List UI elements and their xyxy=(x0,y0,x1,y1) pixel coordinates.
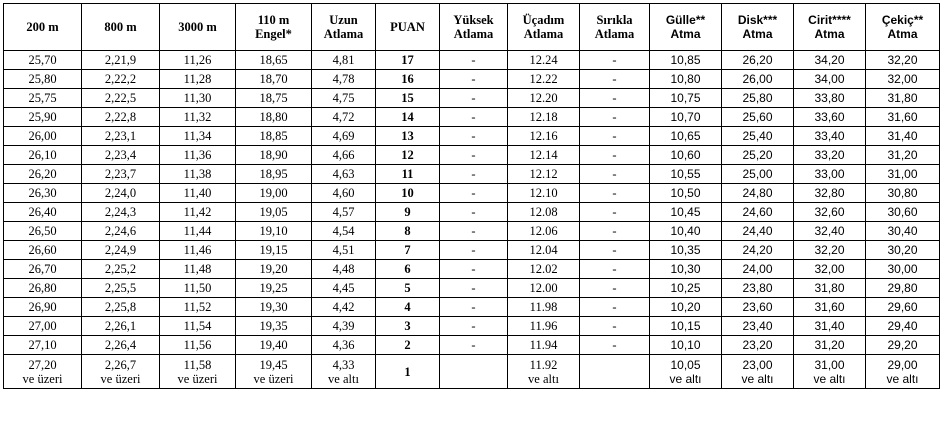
table-cell: 18,80 xyxy=(236,108,312,127)
table-cell: 4,42 xyxy=(312,298,376,317)
table-cell: 2,25,5 xyxy=(82,279,160,298)
table-cell: 18,95 xyxy=(236,165,312,184)
table-cell: 4,54 xyxy=(312,222,376,241)
header-line: Üçadım xyxy=(522,13,565,27)
table-cell: - xyxy=(580,51,650,70)
table-cell: 33,40 xyxy=(794,127,866,146)
table-cell: - xyxy=(440,298,508,317)
table-cell: 12.20 xyxy=(508,89,580,108)
table-cell: 25,80 xyxy=(722,89,794,108)
table-cell: 25,80 xyxy=(4,70,82,89)
table-row xyxy=(4,222,940,241)
header-line: Cirit**** xyxy=(808,13,851,27)
table-cell: 4,36 xyxy=(312,336,376,355)
table-row xyxy=(4,203,940,222)
table-cell: 27,00 xyxy=(4,317,82,336)
header-line: Atma xyxy=(814,27,845,41)
table-cell: 30,20 xyxy=(866,241,940,260)
table-cell: 12.12 xyxy=(508,165,580,184)
table-cell: 30,40 xyxy=(866,222,940,241)
table-cell: 26,90 xyxy=(4,298,82,317)
table-cell xyxy=(580,355,650,389)
table-cell: 10,30 xyxy=(650,260,722,279)
table-cell: 11,34 xyxy=(160,127,236,146)
cell-line: ve üzeri xyxy=(177,371,218,386)
table-cell: 31,40 xyxy=(866,127,940,146)
table-cell: 23,60 xyxy=(722,298,794,317)
table-cell: 2,24,9 xyxy=(82,241,160,260)
cell-line: 11.92 xyxy=(529,357,558,372)
cell-line: 29,00 xyxy=(887,357,918,372)
table-cell: 2,24,6 xyxy=(82,222,160,241)
table-cell: 26,80 xyxy=(4,279,82,298)
column-header xyxy=(580,4,650,51)
cell-line: 19,45 xyxy=(259,357,288,372)
table-cell xyxy=(866,355,940,389)
table-cell: 23,80 xyxy=(722,279,794,298)
cell-line: ve altı xyxy=(886,371,919,386)
table-cell xyxy=(376,355,440,389)
score-table xyxy=(3,3,940,389)
table-cell: 11,56 xyxy=(160,336,236,355)
table-cell: 34,00 xyxy=(794,70,866,89)
column-header xyxy=(82,4,160,51)
table-cell: 31,20 xyxy=(794,336,866,355)
table-cell: 10,50 xyxy=(650,184,722,203)
table-cell: 19,25 xyxy=(236,279,312,298)
table-cell: 10,25 xyxy=(650,279,722,298)
table-cell: 9 xyxy=(376,203,440,222)
header-line: Atma xyxy=(670,27,701,41)
table-cell: 12.04 xyxy=(508,241,580,260)
table-cell: 10,70 xyxy=(650,108,722,127)
table-cell: 19,10 xyxy=(236,222,312,241)
table-cell: 18,90 xyxy=(236,146,312,165)
table-cell: 25,75 xyxy=(4,89,82,108)
table-cell: 24,40 xyxy=(722,222,794,241)
table-cell: 4,66 xyxy=(312,146,376,165)
table-cell xyxy=(722,355,794,389)
table-cell: - xyxy=(580,146,650,165)
cell-line: ve altı xyxy=(328,371,359,386)
table-cell: 12 xyxy=(376,146,440,165)
table-cell: - xyxy=(580,203,650,222)
table-cell: 17 xyxy=(376,51,440,70)
table-cell: 26,60 xyxy=(4,241,82,260)
header-line: 200 m xyxy=(26,20,59,34)
table-cell: 12.16 xyxy=(508,127,580,146)
table-cell: 32,80 xyxy=(794,184,866,203)
table-row xyxy=(4,298,940,317)
table-cell: 31,60 xyxy=(866,108,940,127)
table-cell: - xyxy=(440,89,508,108)
table-cell: - xyxy=(440,241,508,260)
table-cell: 4,51 xyxy=(312,241,376,260)
header-line: Engel* xyxy=(255,27,292,41)
column-header xyxy=(794,4,866,51)
table-cell: - xyxy=(580,260,650,279)
table-cell xyxy=(650,355,722,389)
table-cell xyxy=(440,355,508,389)
table-cell: 31,20 xyxy=(866,146,940,165)
table-cell: 10,15 xyxy=(650,317,722,336)
cell-line: 10,05 xyxy=(670,357,701,372)
column-header xyxy=(508,4,580,51)
header-line: Gülle** xyxy=(665,13,706,27)
table-cell: - xyxy=(440,165,508,184)
table-cell: 29,20 xyxy=(866,336,940,355)
table-cell: 26,00 xyxy=(722,70,794,89)
table-cell: 2,21,9 xyxy=(82,51,160,70)
table-row xyxy=(4,146,940,165)
column-header xyxy=(440,4,508,51)
table-cell: 12.22 xyxy=(508,70,580,89)
table-cell: 29,60 xyxy=(866,298,940,317)
table-cell: 4,57 xyxy=(312,203,376,222)
table-cell: 2,26,1 xyxy=(82,317,160,336)
table-cell: 25,60 xyxy=(722,108,794,127)
column-header xyxy=(312,4,376,51)
table-cell: 4,45 xyxy=(312,279,376,298)
header-line: Uzun xyxy=(329,13,358,27)
table-cell: 11,32 xyxy=(160,108,236,127)
table-cell: 2,23,7 xyxy=(82,165,160,184)
table-cell xyxy=(4,355,82,389)
table-cell: 19,35 xyxy=(236,317,312,336)
table-row xyxy=(4,317,940,336)
table-cell: - xyxy=(440,260,508,279)
table-cell: 33,60 xyxy=(794,108,866,127)
table-cell: 15 xyxy=(376,89,440,108)
table-cell: - xyxy=(580,298,650,317)
header-line: Yüksek xyxy=(453,13,494,27)
table-cell xyxy=(82,355,160,389)
table-cell: 12.24 xyxy=(508,51,580,70)
table-cell: 24,80 xyxy=(722,184,794,203)
column-header xyxy=(722,4,794,51)
table-cell: 19,15 xyxy=(236,241,312,260)
header-line: Disk*** xyxy=(737,13,778,27)
header-line: PUAN xyxy=(390,20,425,34)
table-cell: 11,28 xyxy=(160,70,236,89)
table-cell xyxy=(236,355,312,389)
column-header xyxy=(4,4,82,51)
table-cell: 26,40 xyxy=(4,203,82,222)
table-cell: 10,85 xyxy=(650,51,722,70)
table-cell: 2 xyxy=(376,336,440,355)
cell-line: 23,00 xyxy=(742,357,773,372)
table-cell: 11,46 xyxy=(160,241,236,260)
table-cell: 4,81 xyxy=(312,51,376,70)
table-cell: 27,10 xyxy=(4,336,82,355)
table-row xyxy=(4,108,940,127)
cell-line: 1 xyxy=(404,364,411,379)
table-cell: 11,50 xyxy=(160,279,236,298)
header-line: Atma xyxy=(742,27,773,41)
table-cell: 30,00 xyxy=(866,260,940,279)
header-line: Çekiç** xyxy=(881,13,924,27)
header-line: Sırıkla xyxy=(596,13,633,27)
table-row xyxy=(4,184,940,203)
table-cell: - xyxy=(580,127,650,146)
table-cell: 23,20 xyxy=(722,336,794,355)
table-cell: 11,48 xyxy=(160,260,236,279)
table-cell: 10,75 xyxy=(650,89,722,108)
table-cell: 32,20 xyxy=(866,51,940,70)
table-cell: 26,50 xyxy=(4,222,82,241)
header-row xyxy=(4,4,940,51)
table-cell: 31,80 xyxy=(866,89,940,108)
table-cell: 3 xyxy=(376,317,440,336)
table-cell: 4,60 xyxy=(312,184,376,203)
table-cell: 23,40 xyxy=(722,317,794,336)
table-cell: - xyxy=(580,89,650,108)
column-header xyxy=(650,4,722,51)
table-cell: 32,00 xyxy=(866,70,940,89)
table-row xyxy=(4,89,940,108)
table-cell: 2,26,4 xyxy=(82,336,160,355)
table-cell: 11.96 xyxy=(508,317,580,336)
table-cell: 26,70 xyxy=(4,260,82,279)
table-cell: - xyxy=(580,70,650,89)
table-cell: - xyxy=(440,203,508,222)
table-cell: 4 xyxy=(376,298,440,317)
table-cell: 4,69 xyxy=(312,127,376,146)
table-cell xyxy=(160,355,236,389)
table-cell: 33,20 xyxy=(794,146,866,165)
table-cell: 29,80 xyxy=(866,279,940,298)
table-cell: 19,30 xyxy=(236,298,312,317)
table-cell: - xyxy=(440,336,508,355)
table-cell: 19,05 xyxy=(236,203,312,222)
table-cell: - xyxy=(580,184,650,203)
table-cell: 24,60 xyxy=(722,203,794,222)
cell-line: ve üzeri xyxy=(100,371,141,386)
table-cell: 33,00 xyxy=(794,165,866,184)
table-cell: 12.00 xyxy=(508,279,580,298)
column-header xyxy=(236,4,312,51)
cell-line: ve altı xyxy=(741,371,774,386)
table-cell: 19,20 xyxy=(236,260,312,279)
table-cell: 12.18 xyxy=(508,108,580,127)
cell-line: 2,26,7 xyxy=(104,357,137,372)
table-cell: 7 xyxy=(376,241,440,260)
table-cell: - xyxy=(440,51,508,70)
table-cell: 32,40 xyxy=(794,222,866,241)
cell-line: ve üzeri xyxy=(253,371,294,386)
table-cell: - xyxy=(580,336,650,355)
table-cell xyxy=(312,355,376,389)
cell-line: ve üzeri xyxy=(22,371,63,386)
table-cell: 8 xyxy=(376,222,440,241)
table-cell: 18,75 xyxy=(236,89,312,108)
table-cell: 25,00 xyxy=(722,165,794,184)
column-header xyxy=(376,4,440,51)
table-cell: 11,44 xyxy=(160,222,236,241)
table-cell: 25,20 xyxy=(722,146,794,165)
table-cell: 11,52 xyxy=(160,298,236,317)
cell-line: 11,58 xyxy=(183,357,212,372)
header-line: 800 m xyxy=(104,20,137,34)
table-cell: 11,30 xyxy=(160,89,236,108)
table-cell: 11,40 xyxy=(160,184,236,203)
table-cell: 5 xyxy=(376,279,440,298)
table-cell: 4,63 xyxy=(312,165,376,184)
table-cell: 11,54 xyxy=(160,317,236,336)
header-line: 110 m xyxy=(257,13,290,27)
table-cell: 26,00 xyxy=(4,127,82,146)
header-line: Atlama xyxy=(594,27,635,41)
table-cell: 4,48 xyxy=(312,260,376,279)
cell-line: 4,33 xyxy=(332,357,355,372)
table-cell: 32,60 xyxy=(794,203,866,222)
table-cell: 2,22,2 xyxy=(82,70,160,89)
table-cell: 25,90 xyxy=(4,108,82,127)
table-cell: 16 xyxy=(376,70,440,89)
table-cell: - xyxy=(580,279,650,298)
table-cell xyxy=(508,355,580,389)
table-cell: 2,23,1 xyxy=(82,127,160,146)
table-cell: 12.06 xyxy=(508,222,580,241)
table-cell: 6 xyxy=(376,260,440,279)
table-cell: 4,39 xyxy=(312,317,376,336)
table-body xyxy=(4,51,940,389)
table-cell: 31,00 xyxy=(866,165,940,184)
table-cell: 13 xyxy=(376,127,440,146)
table-cell: 10,40 xyxy=(650,222,722,241)
table-cell: 11,36 xyxy=(160,146,236,165)
table-cell xyxy=(794,355,866,389)
cell-line: ve altı xyxy=(813,371,846,386)
header-line: 3000 m xyxy=(178,20,217,34)
table-cell: - xyxy=(440,108,508,127)
table-cell: 11.94 xyxy=(508,336,580,355)
table-cell: 26,20 xyxy=(4,165,82,184)
table-cell: 2,25,8 xyxy=(82,298,160,317)
table-cell: 18,70 xyxy=(236,70,312,89)
table-cell: 19,40 xyxy=(236,336,312,355)
table-cell: 32,20 xyxy=(794,241,866,260)
table-cell: 29,40 xyxy=(866,317,940,336)
table-cell: - xyxy=(580,241,650,260)
table-cell: 33,80 xyxy=(794,89,866,108)
header-line: Atlama xyxy=(523,27,564,41)
table-cell: 10,20 xyxy=(650,298,722,317)
table-cell: 19,00 xyxy=(236,184,312,203)
table-cell: - xyxy=(440,317,508,336)
table-cell: 4,72 xyxy=(312,108,376,127)
table-row xyxy=(4,70,940,89)
table-row-last xyxy=(4,355,940,389)
table-row xyxy=(4,279,940,298)
table-cell: 26,10 xyxy=(4,146,82,165)
table-cell: 4,78 xyxy=(312,70,376,89)
table-cell: 11,38 xyxy=(160,165,236,184)
table-cell: - xyxy=(440,184,508,203)
header-line: Atma xyxy=(887,27,918,41)
table-cell: 2,24,0 xyxy=(82,184,160,203)
table-row xyxy=(4,260,940,279)
table-cell: 2,25,2 xyxy=(82,260,160,279)
table-cell: 11,42 xyxy=(160,203,236,222)
cell-line: 27,20 xyxy=(28,357,57,372)
table-cell: 2,22,8 xyxy=(82,108,160,127)
table-cell: 30,80 xyxy=(866,184,940,203)
table-cell: 10,10 xyxy=(650,336,722,355)
cell-line: ve altı xyxy=(669,371,702,386)
table-cell: 24,20 xyxy=(722,241,794,260)
table-cell: 4,75 xyxy=(312,89,376,108)
table-cell: 25,40 xyxy=(722,127,794,146)
table-cell: 12.08 xyxy=(508,203,580,222)
table-cell: - xyxy=(440,70,508,89)
table-cell: 32,00 xyxy=(794,260,866,279)
table-cell: 31,80 xyxy=(794,279,866,298)
table-cell: 31,60 xyxy=(794,298,866,317)
table-cell: 25,70 xyxy=(4,51,82,70)
table-cell: - xyxy=(580,165,650,184)
table-cell: 10,55 xyxy=(650,165,722,184)
header-line: Atlama xyxy=(453,27,494,41)
table-row xyxy=(4,51,940,70)
table-cell: 2,22,5 xyxy=(82,89,160,108)
table-cell: 2,24,3 xyxy=(82,203,160,222)
cell-line: 31,00 xyxy=(814,357,845,372)
table-cell: 14 xyxy=(376,108,440,127)
table-cell: 12.14 xyxy=(508,146,580,165)
table-cell: 26,20 xyxy=(722,51,794,70)
table-row xyxy=(4,336,940,355)
table-cell: 10,80 xyxy=(650,70,722,89)
table-cell: 30,60 xyxy=(866,203,940,222)
column-header xyxy=(160,4,236,51)
column-header xyxy=(866,4,940,51)
table-cell: 10,60 xyxy=(650,146,722,165)
table-cell: 24,00 xyxy=(722,260,794,279)
table-cell: 10 xyxy=(376,184,440,203)
table-cell: 18,65 xyxy=(236,51,312,70)
table-cell: 34,20 xyxy=(794,51,866,70)
table-cell: - xyxy=(440,146,508,165)
table-cell: 10,45 xyxy=(650,203,722,222)
table-cell: 10,35 xyxy=(650,241,722,260)
table-cell: 10,65 xyxy=(650,127,722,146)
table-row xyxy=(4,127,940,146)
table-row xyxy=(4,241,940,260)
table-cell: 11.98 xyxy=(508,298,580,317)
table-cell: 11,26 xyxy=(160,51,236,70)
table-cell: 26,30 xyxy=(4,184,82,203)
header-line: Atlama xyxy=(323,27,364,41)
table-cell: 11 xyxy=(376,165,440,184)
table-cell: - xyxy=(440,279,508,298)
table-cell: 12.02 xyxy=(508,260,580,279)
table-cell: 2,23,4 xyxy=(82,146,160,165)
table-cell: 31,40 xyxy=(794,317,866,336)
table-cell: - xyxy=(440,222,508,241)
table-cell: - xyxy=(580,317,650,336)
table-cell: - xyxy=(440,127,508,146)
cell-line: ve altı xyxy=(528,371,559,386)
table-cell: - xyxy=(580,108,650,127)
table-cell: - xyxy=(580,222,650,241)
table-cell: 18,85 xyxy=(236,127,312,146)
table-row xyxy=(4,165,940,184)
table-cell: 12.10 xyxy=(508,184,580,203)
